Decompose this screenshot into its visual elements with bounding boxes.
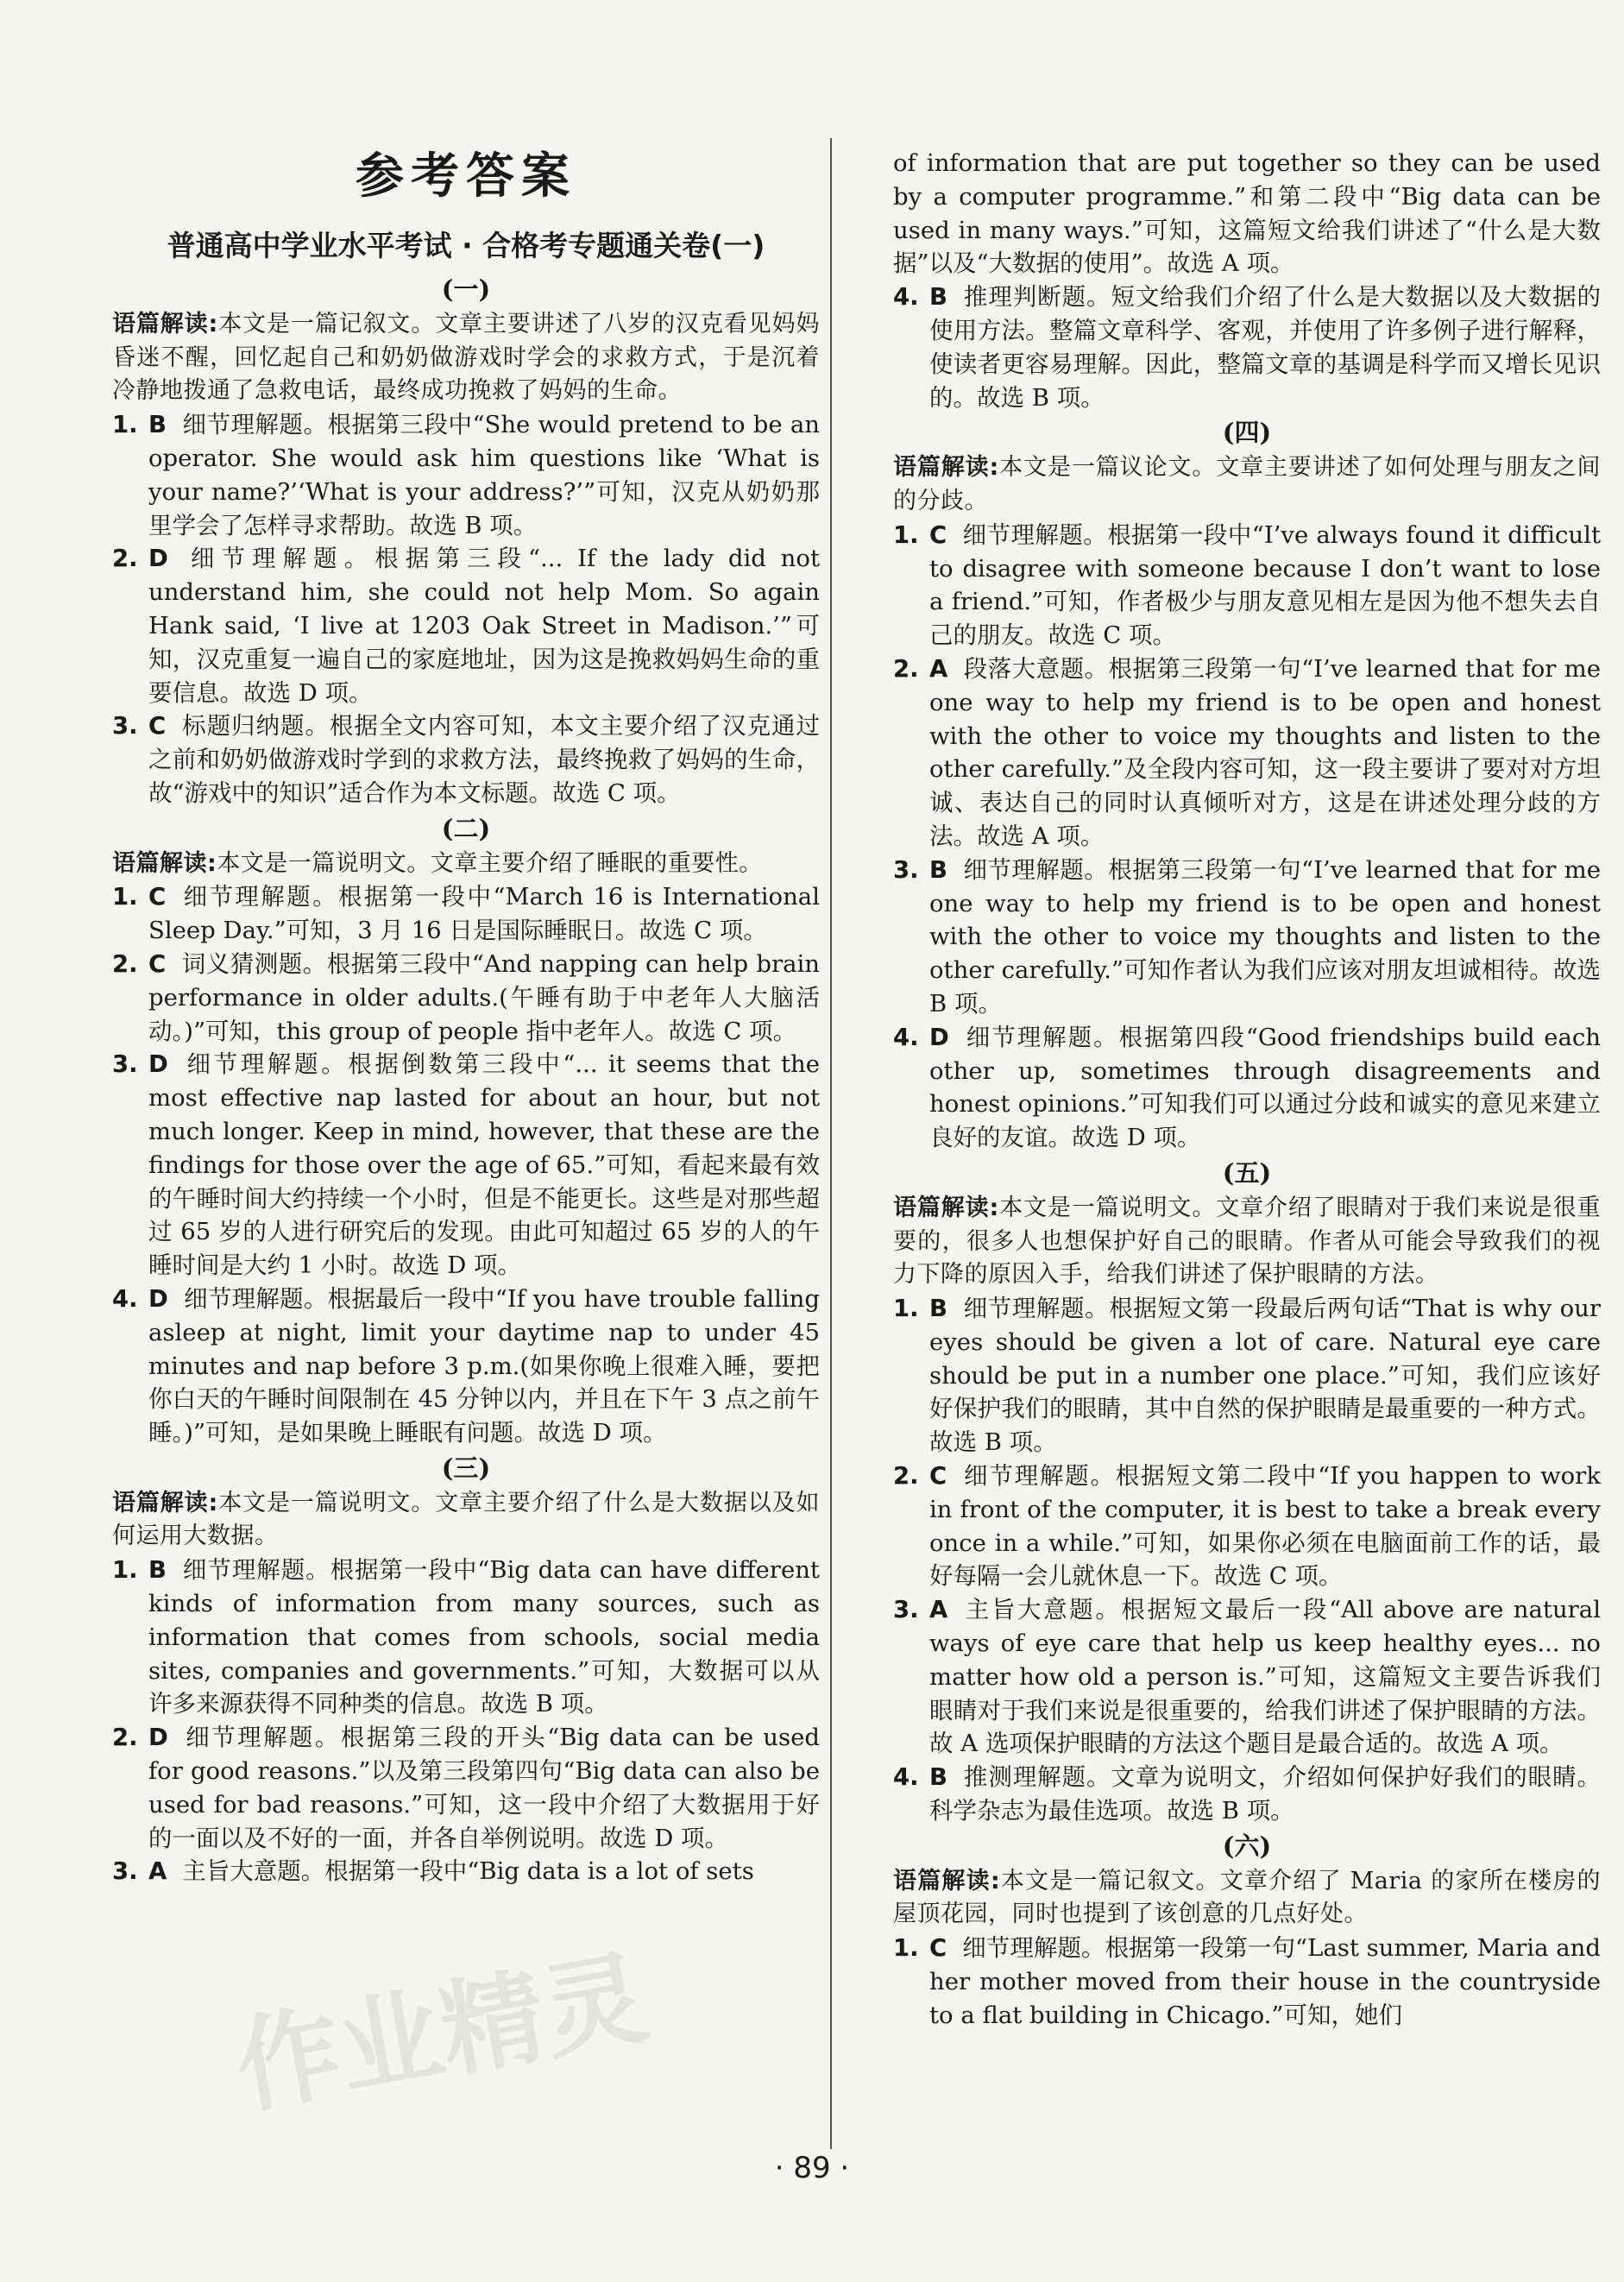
column-divider bbox=[830, 138, 832, 2149]
passage-intro-label: 语篇解读: bbox=[893, 1194, 999, 1221]
answer-letter: D bbox=[148, 545, 168, 573]
answer-item bbox=[112, 408, 820, 542]
answer-section bbox=[893, 416, 1601, 1155]
section-heading: (一) bbox=[441, 274, 491, 304]
question-number: 1. bbox=[893, 520, 919, 549]
answer-explanation: 细节理解题。根据第三段中“She would pretend to be an operator. She would ask him questions like ‘What is your name?’‘What is your address?’”可知，汉克从奶奶那里学会了怎样寻求帮助。故选 B 项。 bbox=[148, 411, 820, 539]
question-number: 3. bbox=[112, 1857, 138, 1886]
answer-letter: C bbox=[929, 1462, 947, 1491]
question-number: 4. bbox=[893, 283, 919, 312]
answer-explanation: 主旨大意题。根据第一段中“Big data is a lot of sets bbox=[182, 1857, 754, 1886]
continued-answer-text: of information that are put together so they can be used by a computer programme.”和第二段中“Big data can be used in many ways.”可知，这篇短文给我们讲述了“什么是大数据”以及“大数据的使用”。故选 A 项。 bbox=[893, 149, 1601, 278]
answer-letter: B bbox=[929, 1295, 947, 1323]
answer-explanation: 细节理解题。根据第一段中“I’ve always found it difficult to disagree with someone because I don’t want to lose a friend.”可知，作者极少与朋友意见相左是因为他不想失去自己的朋友。故选 C 项。 bbox=[929, 520, 1601, 650]
passage-intro-label: 语篇解读: bbox=[112, 310, 218, 337]
question-number: 1. bbox=[893, 1934, 919, 1963]
answer-section bbox=[893, 1157, 1601, 1828]
right-sections bbox=[893, 416, 1601, 2032]
answer-explanation: 标题归纳题。根据全文内容可知，本文主要介绍了汉克通过之前和奶奶做游戏时学到的求救方法，最终挽救了妈妈的生命，故“游戏中的知识”适合作为本文标题。故选 C 项。 bbox=[148, 712, 820, 807]
passage-intro-text: 本文是一篇记叙文。文章介绍了 Maria 的家所在楼房的屋顶花园，同时也提到了该创意的几点好处。 bbox=[893, 1867, 1601, 1928]
passage-intro-text: 本文是一篇说明文。文章主要介绍了睡眠的重要性。 bbox=[217, 849, 763, 877]
answer-explanation: 细节理解题。根据倒数第三段中“... it seems that the most effective nap lasted for about an hour, but not much longer. Keep in mind, however, that these are the findings for those over the age of 65.”可知，看起来最有效的午睡时间大约持续一个小时，但是不能更长。这些是对那些超过 65 岁的人进行研究后的发现。由此可知超过 65 岁的人的午睡时间是大约 1 小时。故选 D 项。 bbox=[148, 1050, 820, 1280]
question-number: 4. bbox=[893, 1023, 919, 1051]
answer-letter: C bbox=[929, 1934, 947, 1963]
passage-intro bbox=[893, 1865, 1601, 1932]
answer-item bbox=[893, 1932, 1601, 2032]
passage-intro bbox=[112, 848, 820, 881]
left-column bbox=[112, 138, 820, 1888]
answer-explanation: 段落大意题。根据第三段第一句“I’ve learned that for me one way to help my friend is to be open and honest with the other to voice my thoughts and listen to the other carefully.”及全段内容可知，这一段主要讲了要对对方坦诚、表达自己的同时认真倾听对方，这是在讲述处理分歧的方法。故选 A 项。 bbox=[929, 654, 1601, 850]
answer-explanation: 细节理解题。根据短文第二段中“If you happen to work in front of the computer, it is best to take a break every once in a while.”可知，如果你必须在电脑面前工作的话，最好每隔一会儿就休息一下。故选 C 项。 bbox=[929, 1462, 1601, 1591]
answer-letter: D bbox=[929, 1023, 949, 1051]
answer-letter: C bbox=[148, 712, 167, 741]
answer-explanation: 细节理解题。根据第三段第一句“I’ve learned that for me one way to help my friend is to be open and honest with the other to voice my thoughts and listen to the other carefully.”可知作者认为我们应该对朋友坦诚相待。故选 B 项。 bbox=[929, 855, 1601, 1018]
answer-letter: C bbox=[148, 883, 167, 911]
answer-item bbox=[893, 1021, 1601, 1155]
answer-item bbox=[112, 880, 820, 948]
page-title: 参考答案 bbox=[356, 148, 576, 205]
answer-letter: C bbox=[148, 949, 167, 978]
answer-explanation: 推测理解题。文章为说明文，介绍如何保护好我们的眼睛。科学杂志为最佳选项。故选 B 项。 bbox=[929, 1763, 1601, 1825]
answer-section bbox=[893, 1830, 1601, 2033]
answer-item bbox=[112, 542, 820, 709]
watermark: 作业精灵 bbox=[227, 1938, 657, 2129]
question-number: 1. bbox=[112, 883, 138, 911]
answer-item bbox=[893, 652, 1601, 854]
question-number: 2. bbox=[893, 654, 919, 683]
passage-intro-label: 语篇解读: bbox=[893, 1867, 1001, 1894]
question-number: 3. bbox=[112, 1050, 138, 1079]
question-number: 3. bbox=[893, 855, 919, 884]
answer-letter: D bbox=[148, 1284, 168, 1313]
answer-explanation: 细节理解题。根据第一段中“March 16 is International Sleep Day.”可知，3 月 16 日是国际睡眠日。故选 C 项。 bbox=[148, 883, 820, 945]
passage-intro bbox=[112, 308, 820, 408]
answer-explanation: 细节理解题。根据第一段中“Big data can have different kinds of information from many sources, such as information that comes from schools, social media sites, companies and governments.”可知，大数据可以从许多来源获得不同种类的信息。故选 B 项。 bbox=[148, 1556, 820, 1718]
passage-intro-label: 语篇解读: bbox=[893, 454, 999, 482]
passage-intro bbox=[893, 1192, 1601, 1292]
answer-explanation: 细节理解题。根据第一段第一句“Last summer, Maria and her mother moved from their house in the countryside to a flat building in Chicago.”可知，她们 bbox=[929, 1934, 1601, 2029]
answer-item bbox=[893, 1593, 1601, 1761]
question-number: 1. bbox=[112, 411, 138, 439]
answer-explanation: 细节理解题。根据最后一段中“If you have trouble falling asleep at night, limit your daytime nap to under 45 minutes and nap before 3 p.m.(如果你晚上很难入睡，要把你白天的午睡时间限制在 45 分钟以内，并且在下午 3 点之前午睡。)”可知，是如果晚上睡眠有问题。故选 D 项。 bbox=[148, 1284, 820, 1447]
answer-explanation: 细节理解题。根据短文第一段最后两句话“That is why our eyes should be given a lot of care. Natural eye care should be put in a number one place.”可知，我们应该好好保护我们的眼睛，其中自然的保护眼睛是最重要的一种方式。故选 B 项。 bbox=[929, 1295, 1601, 1457]
answer-letter: B bbox=[148, 411, 167, 439]
question-number: 3. bbox=[112, 712, 138, 741]
answer-item bbox=[893, 1292, 1601, 1459]
passage-intro bbox=[893, 451, 1601, 519]
passage-intro-label: 语篇解读: bbox=[112, 849, 217, 877]
answer-item bbox=[112, 1721, 820, 1855]
question-number: 1. bbox=[112, 1556, 138, 1585]
answer-explanation: 词义猜测题。根据第三段中“And napping can help brain performance in older adults.(午睡有助于中老年人大脑活动。)”可知，this group of people 指中老年人。故选 C 项。 bbox=[148, 949, 820, 1045]
passage-intro-text: 本文是一篇议论文。文章主要讲述了如何处理与朋友之间的分歧。 bbox=[893, 454, 1601, 514]
section-heading: (六) bbox=[1222, 1831, 1272, 1861]
passage-intro-text: 本文是一篇记叙文。文章主要讲述了八岁的汉克看见妈妈昏迷不醒，回忆起自己和奶奶做游戏时学会的求救方式，于是沉着冷静地拨通了急救电话，最终成功挽救了妈妈的生命。 bbox=[112, 310, 820, 405]
answer-item bbox=[112, 948, 820, 1048]
question-number: 2. bbox=[112, 545, 138, 573]
question-number: 2. bbox=[112, 1724, 138, 1752]
question-number: 4. bbox=[112, 1284, 138, 1313]
question-number: 2. bbox=[893, 1462, 919, 1491]
passage-intro-label: 语篇解读: bbox=[112, 1489, 218, 1516]
answer-section bbox=[112, 1452, 820, 1888]
answer-item bbox=[893, 281, 1601, 414]
page-number: · 89 · bbox=[774, 2151, 850, 2185]
answer-section bbox=[112, 812, 820, 1450]
answer-item bbox=[112, 709, 820, 810]
answer-item bbox=[893, 854, 1601, 1021]
exam-subtitle: 普通高中学业水平考试 · 合格考专题通关卷(一) bbox=[167, 229, 765, 262]
answer-letter: B bbox=[929, 855, 947, 884]
answer-item bbox=[893, 1459, 1601, 1593]
answer-item bbox=[112, 1048, 820, 1283]
section-heading: (三) bbox=[441, 1453, 491, 1483]
question-number: 4. bbox=[893, 1763, 919, 1792]
answer-item bbox=[893, 519, 1601, 652]
answer-letter: D bbox=[148, 1050, 168, 1079]
answer-explanation: 细节理解题。根据第四段“Good friendships build each other up, sometimes through disagreements and honest opinions.”可知我们可以通过分歧和诚实的意见来建立良好的友谊。故选 D 项。 bbox=[929, 1023, 1601, 1152]
passage-intro-text: 本文是一篇说明文。文章主要介绍了什么是大数据以及如何运用大数据。 bbox=[112, 1489, 820, 1550]
section-3-continued-items bbox=[893, 281, 1601, 414]
answer-explanation: 推理判断题。短文给我们介绍了什么是大数据以及大数据的使用方法。整篇文章科学、客观，并使用了许多例子进行解释，使读者更容易理解。因此，整篇文章的基调是科学而又增长见识的。故选 B 项。 bbox=[929, 283, 1601, 412]
section-heading: (五) bbox=[1222, 1157, 1272, 1188]
section-heading: (四) bbox=[1222, 418, 1272, 448]
answer-letter: A bbox=[929, 654, 948, 683]
answer-explanation: 细节理解题。根据第三段的开头“Big data can be used for good reasons.”以及第三段第四句“Big data can also be used for bad reasons.”可知，这一段中介绍了大数据用于好的一面以及不好的一面，并各自举例说明。故选 D 项。 bbox=[148, 1724, 820, 1852]
right-column bbox=[893, 147, 1601, 2033]
answer-letter: B bbox=[929, 1763, 947, 1792]
answer-letter: A bbox=[929, 1596, 948, 1624]
question-number: 1. bbox=[893, 1295, 919, 1323]
question-number: 3. bbox=[893, 1596, 919, 1624]
answer-item bbox=[893, 1761, 1601, 1828]
answer-item bbox=[112, 1283, 820, 1450]
answer-letter: C bbox=[929, 520, 947, 549]
answer-letter: D bbox=[148, 1724, 168, 1752]
answer-item bbox=[112, 1554, 820, 1721]
answer-explanation: 主旨大意题。根据短文最后一段“All above are natural ways of eye care that help us keep healthy eyes... no matter how old a person is.”可知，这篇短文主要告诉我们眼睛对于我们来说是很重要的，给我们讲述了保护眼睛的方法。故 A 选项保护眼睛的方法这个题目是最合适的。故选 A 项。 bbox=[929, 1596, 1601, 1758]
answer-explanation: 细节理解题。根据第三段“... If the lady did not understand him, she could not help Mom. So again Hank said, ‘I live at 1203 Oak Street in Madison.’”可知，汉克重复一遍自己的家庭地址，因为这是挽救妈妈生命的重要信息。故选 D 项。 bbox=[148, 545, 820, 707]
section-heading: (二) bbox=[441, 813, 491, 843]
passage-intro bbox=[112, 1487, 820, 1554]
passage-intro-text: 本文是一篇说明文。文章介绍了眼睛对于我们来说是很重要的，很多人也想保护好自己的眼睛。作者从可能会导致我们的视力下降的原因入手，给我们讲述了保护眼睛的方法。 bbox=[893, 1194, 1601, 1289]
answer-letter: B bbox=[148, 1556, 167, 1585]
answer-section bbox=[112, 273, 820, 810]
answer-item bbox=[112, 1855, 820, 1888]
question-number: 2. bbox=[112, 949, 138, 978]
left-sections bbox=[112, 273, 820, 1888]
answer-letter: B bbox=[929, 283, 947, 312]
answer-letter: A bbox=[148, 1857, 167, 1886]
